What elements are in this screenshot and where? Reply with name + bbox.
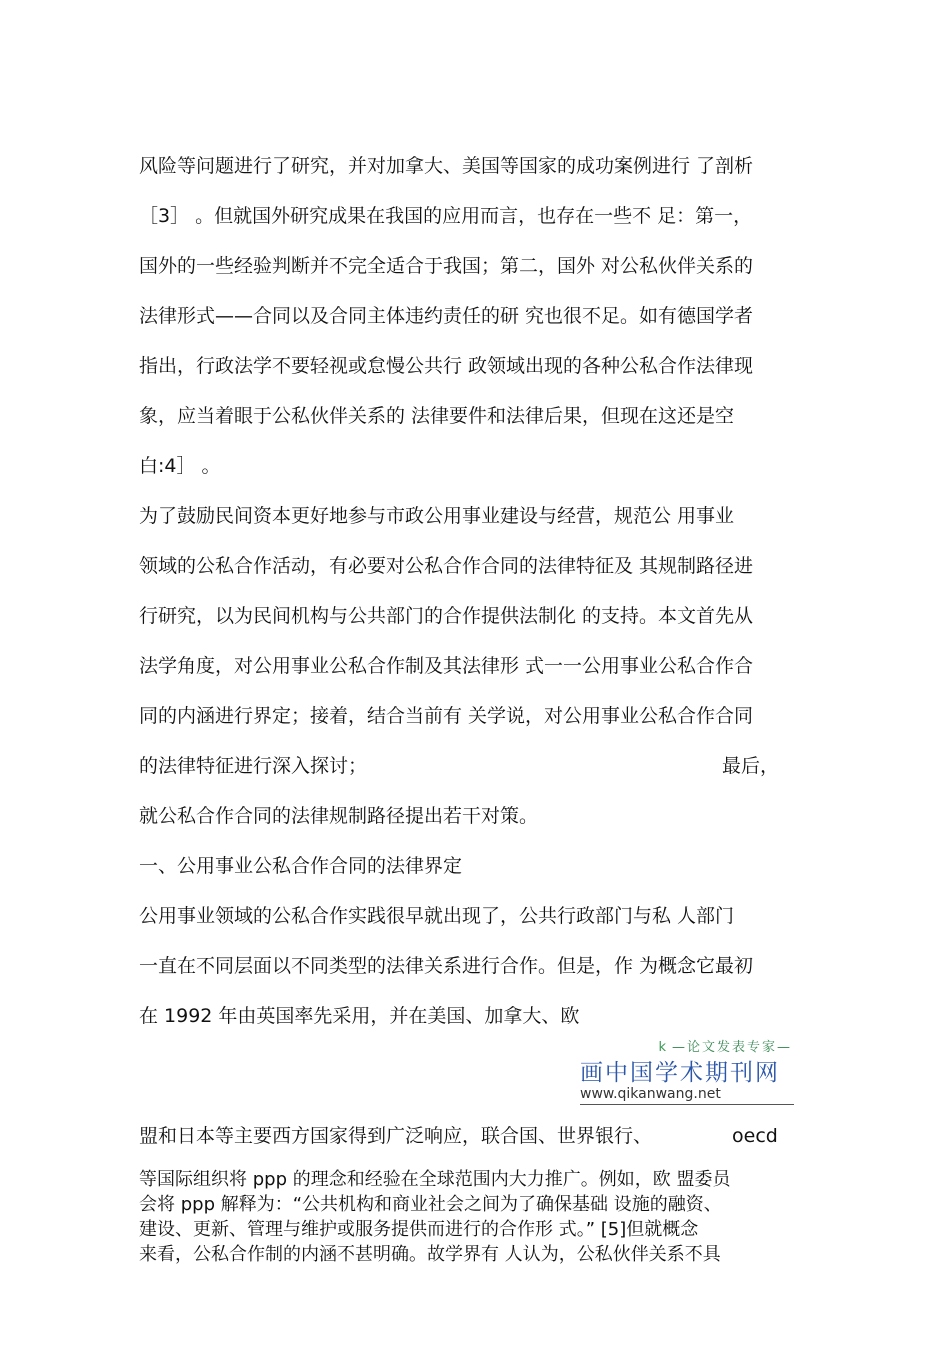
- text-line: 行研究，以为民间机构与公共部门的合作提供法制化 的支持。本文首先从: [139, 605, 754, 627]
- text-line: 为了鼓励民间资本更好地参与市政公用事业建设与经营，规范公 用事业: [139, 505, 735, 527]
- logo-site-name: 画中国学术期刊网: [580, 1060, 780, 1086]
- text-line: 盟和日本等主要西方国家得到广泛响应，联合国、世界银行、: [139, 1125, 653, 1147]
- text-fragment-right: 最后，: [722, 755, 780, 777]
- text-line: 会将 ppp 解释为：“公共机构和商业社会之间为了确保基础 设施的融资、: [139, 1194, 722, 1215]
- text-line: 国外的一些经验判断并不完全适合于我国；第二，国外 对公私伙伴关系的: [139, 255, 754, 277]
- text-line: 象，应当着眼于公私伙伴关系的 法律要件和法律后果，但现在这还是空: [139, 405, 735, 427]
- text-line: 一直在不同层面以不同类型的法律关系进行合作。但是，作 为概念它最初: [139, 955, 754, 977]
- logo-tag-k: k: [658, 1040, 668, 1055]
- logo-tag-text: —论文发表专家—: [671, 1040, 792, 1055]
- text-line: 法学角度，对公用事业公私合作制及其法律形 式一一公用事业公私合作合: [139, 655, 754, 677]
- logo-tagline: [658, 1036, 792, 1055]
- text-line: 法律形式——合同以及合同主体违约责任的研 究也很不足。如有德国学者: [139, 305, 754, 327]
- text-line: 领域的公私合作活动，有必要对公私合作合同的法律特征及 其规制路径进: [139, 555, 754, 577]
- site-watermark-logo: [580, 1036, 794, 1106]
- logo-url: www.qikanwang.net: [580, 1086, 721, 1102]
- text-line: 白:4］ 。: [139, 455, 221, 477]
- logo-divider: [580, 1104, 794, 1105]
- text-line: 指出，行政法学不要轻视或怠慢公共行 政领域出现的各种公私合作法律现: [139, 355, 754, 377]
- text-line: 等国际组织将 ppp 的理念和经验在全球范围内大力推广。例如，欧 盟委员: [139, 1169, 731, 1190]
- text-line: 的法律特征进行深入探讨；: [139, 755, 368, 777]
- text-line: 同的内涵进行界定；接着，结合当前有 关学说，对公用事业公私合作合同: [139, 705, 754, 727]
- text-line: 公用事业领域的公私合作实践很早就出现了，公共行政部门与私 人部门: [139, 905, 735, 927]
- text-line: 建设、更新、管理与维护或服务提供而进行的合作形 式。” [5]但就概念: [139, 1219, 699, 1240]
- text-fragment-right: oecd: [732, 1125, 778, 1147]
- text-line: 风险等问题进行了研究，并对加拿大、美国等国家的成功案例进行 了剖析: [139, 155, 754, 177]
- section-heading: 一、公用事业公私合作合同的法律界定: [139, 855, 463, 877]
- text-line: ［3］ 。但就国外研究成果在我国的应用而言，也存在一些不 足：第一，: [139, 205, 753, 227]
- text-line: 来看，公私合作制的内涵不甚明确。故学界有 人认为，公私伙伴关系不具: [139, 1244, 721, 1265]
- text-line: 就公私合作合同的法律规制路径提出若干对策。: [139, 805, 539, 827]
- text-line: 在 1992 年由英国率先采用，并在美国、加拿大、欧: [139, 1005, 580, 1027]
